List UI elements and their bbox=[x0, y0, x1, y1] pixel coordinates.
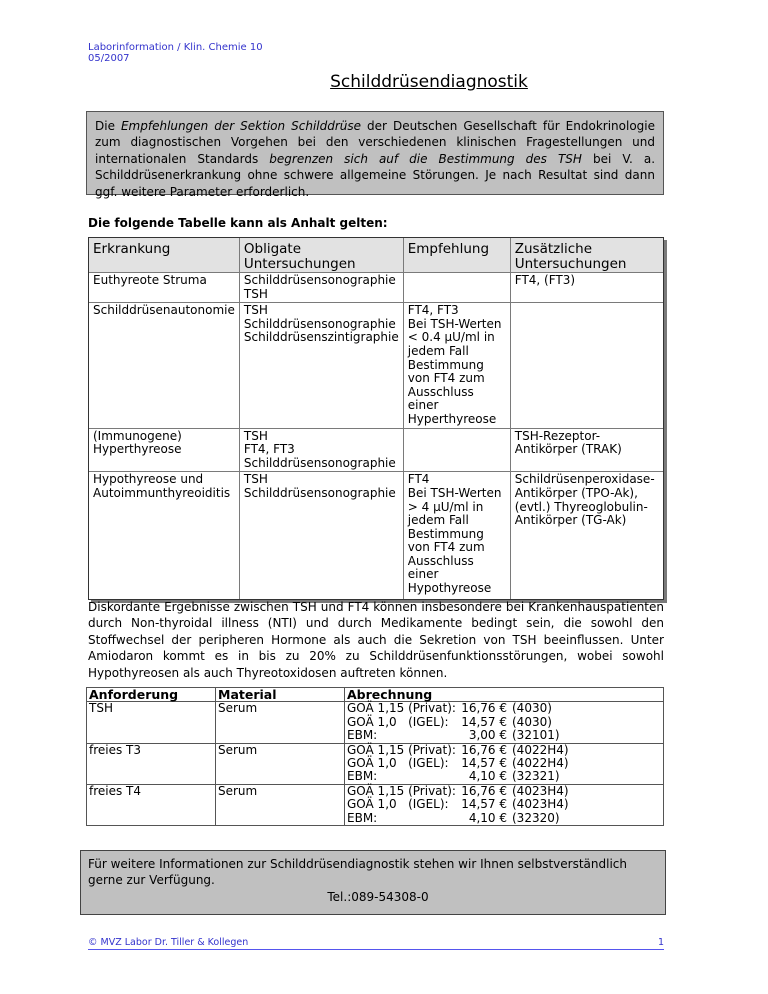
column-header: Obligate Untersuchungen bbox=[239, 238, 403, 273]
disease-cell: Hypothyreose und Autoimmunthyreoiditis bbox=[93, 472, 231, 500]
billing-cell bbox=[345, 702, 664, 743]
billing-amount: 4,10 € bbox=[468, 810, 507, 825]
intro-text: der Deutschen Gesellschaft für Endokrinologie zum diagnostischen Vorgehen bei den verschiedenen klinischen Fragestellungen und internationalen Standards bbox=[95, 119, 655, 166]
recommendation-cell bbox=[403, 273, 510, 303]
billing-cell bbox=[345, 743, 664, 784]
column-header: Material bbox=[216, 688, 345, 702]
billing-amount: 14,57 € bbox=[461, 797, 507, 812]
material-cell: Serum bbox=[216, 743, 345, 784]
intro-text: Die bbox=[95, 119, 121, 133]
billing-line bbox=[347, 702, 661, 715]
disease-cell: Schilddrüsenautonomie bbox=[89, 303, 239, 428]
billing-label: GOÄ 1,15 (Privat): bbox=[347, 701, 456, 716]
obligatory-cell bbox=[239, 472, 403, 599]
document-header bbox=[88, 42, 263, 64]
recommendation-text: Bei TSH-Werten > 4 µU/ml in jedem Fall Bestimmung von FT4 zum Ausschluss einer Hypothyreose bbox=[407, 485, 502, 596]
obligatory-item: TSH bbox=[243, 303, 268, 318]
obligatory-item: Schilddrüsensonographie bbox=[243, 455, 396, 470]
recommendation-head: FT4, FT3 bbox=[407, 303, 459, 318]
obligatory-item: TSH bbox=[243, 286, 268, 301]
table-lead: Die folgende Tabelle kann als Anhalt gelten: bbox=[88, 216, 388, 230]
billing-code: (32321) bbox=[512, 769, 560, 784]
table-row bbox=[89, 273, 663, 303]
billing-label: GOÄ 1,0 (IGEL): bbox=[347, 756, 449, 771]
obligatory-cell bbox=[239, 303, 403, 428]
billing-amount: 16,76 € bbox=[461, 783, 507, 798]
obligatory-cell bbox=[239, 273, 403, 303]
test-cell: freies T3 bbox=[87, 743, 216, 784]
billing-amount: 16,76 € bbox=[461, 701, 507, 716]
contact-text: Für weitere Informationen zur Schilddrüsendiagnostik stehen wir Ihnen selbstverständlich gerne zur Verfügung. bbox=[88, 857, 627, 888]
billing-code: (4023H4) bbox=[512, 797, 569, 812]
billing-code: (32101) bbox=[512, 728, 560, 743]
test-cell: TSH bbox=[87, 702, 216, 743]
table-row bbox=[89, 428, 663, 472]
additional-cell: TSH-Rezeptor-Antikörper (TRAK) bbox=[510, 428, 663, 472]
billing-label: GOÄ 1,15 (Privat): bbox=[347, 742, 456, 757]
test-cell: freies T4 bbox=[89, 783, 142, 798]
billing-code: (4030) bbox=[512, 701, 552, 716]
billing-label: GOÄ 1,0 (IGEL): bbox=[347, 797, 449, 812]
header-series: Laborinformation / Klin. Chemie 10 bbox=[88, 42, 263, 53]
obligatory-cell bbox=[239, 428, 403, 472]
contact-box bbox=[80, 850, 666, 915]
obligatory-item: TSH bbox=[243, 428, 268, 443]
billing-code: (4022H4) bbox=[512, 742, 569, 757]
obligatory-item: TSH bbox=[243, 472, 268, 487]
discordance-paragraph: Diskordante Ergebnisse zwischen TSH und FT4 können insbesondere bei Krankenhauspatienten durch Non-thyroidal illness (NTI) und durch Medikamente bedingt sein, die sowohl den Stoffwechsel der peripheren Hormone als auch die Sekretion von TSH beeinflussen. Unter Amiodaron kommt es in bis zu 20% zu Schilddrüsenfunktionsstörungen, wobei sowohl Hypothyreosen als auch Thyreotoxidosen auftreten können. bbox=[88, 600, 664, 680]
page-title: Schilddrüsendiagnostik bbox=[330, 72, 528, 92]
table-header-row bbox=[89, 238, 663, 273]
billing-row bbox=[87, 743, 664, 784]
column-header: Zusätzliche Untersuchungen bbox=[510, 238, 663, 273]
billing-line bbox=[347, 757, 661, 770]
disease-cell: Euthyreote Struma bbox=[89, 273, 239, 303]
contact-phone: Tel.:089-54308-0 bbox=[327, 889, 429, 904]
obligatory-item: Schilddrüsensonographie bbox=[243, 273, 396, 287]
billing-amount: 4,10 € bbox=[468, 769, 507, 784]
footer-copyright: © MVZ Labor Dr. Tiller & Kollegen bbox=[88, 937, 249, 948]
additional-cell: FT4, (FT3) bbox=[510, 273, 663, 303]
table-row bbox=[89, 472, 663, 599]
billing-label: EBM: bbox=[347, 728, 378, 743]
billing-line bbox=[347, 812, 661, 825]
billing-row bbox=[87, 784, 664, 825]
billing-label: GOÄ 1,15 (Privat): bbox=[347, 783, 456, 798]
billing-amount: 16,76 € bbox=[461, 742, 507, 757]
billing-amount: 14,57 € bbox=[461, 714, 507, 729]
material-cell: Serum bbox=[216, 702, 345, 743]
intro-text: bei V. a. Schilddrüsenerkrankung ohne schwere allgemeine Störungen. Je nach Resultat sind dann ggf. weitere Parameter erforderlich. bbox=[95, 151, 656, 199]
intro-emphasis: Empfehlungen der Sektion Schilddrüse bbox=[120, 119, 362, 133]
billing-code: (4030) bbox=[512, 714, 552, 729]
billing-amount: 14,57 € bbox=[461, 756, 507, 771]
billing-code: (4023H4) bbox=[512, 783, 569, 798]
column-header: Anforderung bbox=[87, 688, 216, 702]
billing-cell bbox=[345, 784, 664, 825]
recommendation-head: FT4 bbox=[407, 472, 430, 487]
recommendation-cell bbox=[403, 472, 510, 599]
billing-header-row bbox=[87, 688, 664, 702]
billing-line bbox=[347, 716, 661, 729]
column-header: Empfehlung bbox=[403, 238, 510, 273]
recommendation-cell bbox=[403, 303, 510, 428]
billing-code: (4022H4) bbox=[512, 756, 569, 771]
additional-cell: Schildrüsenperoxidase-Antikörper (TPO-Ak), (evtl.) Thyreoglobulin-Antikörper (TG-Ak) bbox=[510, 472, 663, 599]
additional-cell bbox=[510, 303, 663, 428]
column-header: Erkrankung bbox=[89, 238, 239, 273]
billing-label: EBM: bbox=[347, 810, 378, 825]
billing-line bbox=[347, 770, 661, 783]
recommendation-text: Bei TSH-Werten < 0.4 µU/ml in jedem Fall Bestimmung von FT4 zum Ausschluss einer Hyperthyreose bbox=[407, 316, 502, 426]
obligatory-item: Schilddrüsenszintigraphie bbox=[243, 330, 399, 345]
billing-table bbox=[86, 687, 664, 826]
intro-emphasis: begrenzen sich auf die Bestimmung des TSH bbox=[269, 151, 582, 166]
diagnostics-table bbox=[89, 238, 663, 599]
obligatory-item: FT4, FT3 bbox=[243, 442, 295, 457]
intro-box bbox=[86, 111, 664, 199]
material-cell: Serum bbox=[216, 784, 345, 825]
disease-cell: (Immunogene) Hyperthyreose bbox=[89, 428, 239, 472]
obligatory-item: Schilddrüsensonographie bbox=[243, 485, 396, 500]
billing-line bbox=[347, 798, 661, 811]
recommendation-cell bbox=[403, 428, 510, 472]
billing-code: (32320) bbox=[512, 810, 560, 825]
page-footer bbox=[88, 937, 664, 950]
billing-line bbox=[347, 729, 661, 742]
diagnostics-table-box bbox=[88, 237, 664, 600]
billing-label: GOÄ 1,0 (IGEL): bbox=[347, 714, 449, 729]
billing-amount: 3,00 € bbox=[468, 728, 507, 743]
page-number: 1 bbox=[657, 937, 664, 948]
table-row bbox=[89, 303, 663, 428]
billing-label: EBM: bbox=[347, 769, 378, 784]
billing-row bbox=[87, 702, 664, 743]
column-header: Abrechnung bbox=[345, 688, 664, 702]
obligatory-item: Schilddrüsensonographie bbox=[243, 316, 396, 331]
header-date: 05/2007 bbox=[88, 53, 130, 64]
